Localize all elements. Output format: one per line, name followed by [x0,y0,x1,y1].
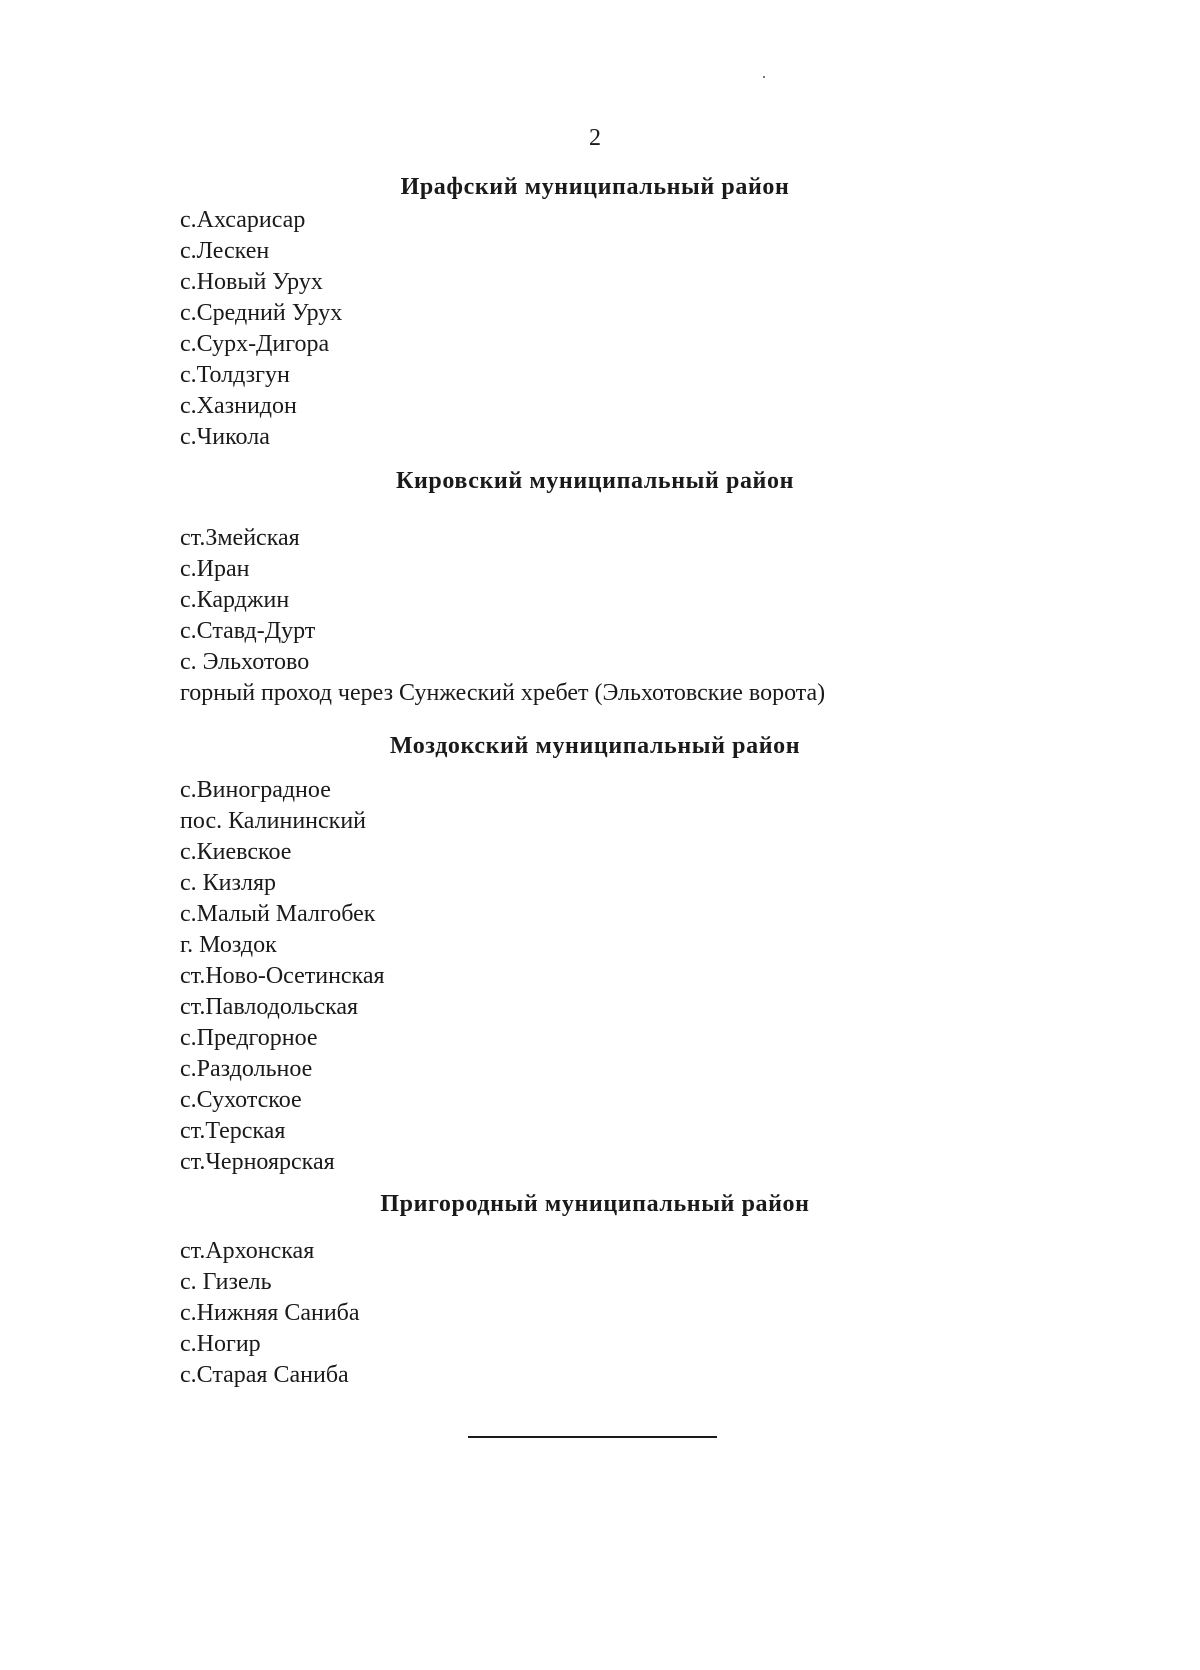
section-heading-mozdoksky: Моздокский муниципальный район [389,733,801,759]
list-item: с.Нижняя Саниба [180,1300,360,1326]
list-item: с.Малый Малгобек [180,901,376,927]
list-item: с.Толдзгун [180,362,290,388]
page-number: 2 [589,125,601,151]
list-item: ст.Черноярская [180,1149,335,1175]
list-item: с. Эльхотово [180,649,310,675]
list-item: с.Ставд-Дурт [180,618,316,644]
list-item: пос. Калининский [180,808,366,834]
closing-rule [468,1436,717,1438]
settlement-list-kirovsky [180,523,825,709]
scan-speck [763,76,765,78]
list-item: с.Раздольное [180,1056,313,1082]
list-item: с.Виноградное [180,777,331,803]
list-item: горный проход через Сунжеский хребет (Эльхотовские ворота) [180,680,826,706]
list-item: с.Иран [180,556,250,582]
section-heading-irafsky: Ирафский муниципальный район [400,174,790,200]
section-heading-prigorodny: Пригородный муниципальный район [380,1191,810,1217]
list-item: с.Киевское [180,839,292,865]
list-item: с.Новый Урух [180,269,323,295]
list-item: с.Лескен [180,238,270,264]
settlement-list-irafsky [180,205,342,453]
list-item: г. Моздок [180,932,277,958]
list-item: ст.Архонская [180,1238,315,1264]
list-item: с.Старая Саниба [180,1362,349,1388]
settlement-list-mozdoksky [180,775,385,1178]
list-item: с.Предгорное [180,1025,318,1051]
list-item: с.Ногир [180,1331,261,1357]
list-item: ст.Павлодольская [180,994,359,1020]
list-item: с.Карджин [180,587,290,613]
list-item: с. Гизель [180,1269,272,1295]
list-item: ст.Терская [180,1118,286,1144]
list-item: с.Сухотское [180,1087,302,1113]
list-item: с.Сурх-Дигора [180,331,330,357]
list-item: с.Ахсарисар [180,207,306,233]
list-item: ст.Змейская [180,525,300,551]
list-item: с.Хазнидон [180,393,297,419]
list-item: с.Чикола [180,424,270,450]
settlement-list-prigorodny [180,1236,360,1391]
list-item: с.Средний Урух [180,300,343,326]
list-item: ст.Ново-Осетинская [180,963,385,989]
list-item: с. Кизляр [180,870,276,896]
section-heading-kirovsky: Кировский муниципальный район [395,468,795,494]
